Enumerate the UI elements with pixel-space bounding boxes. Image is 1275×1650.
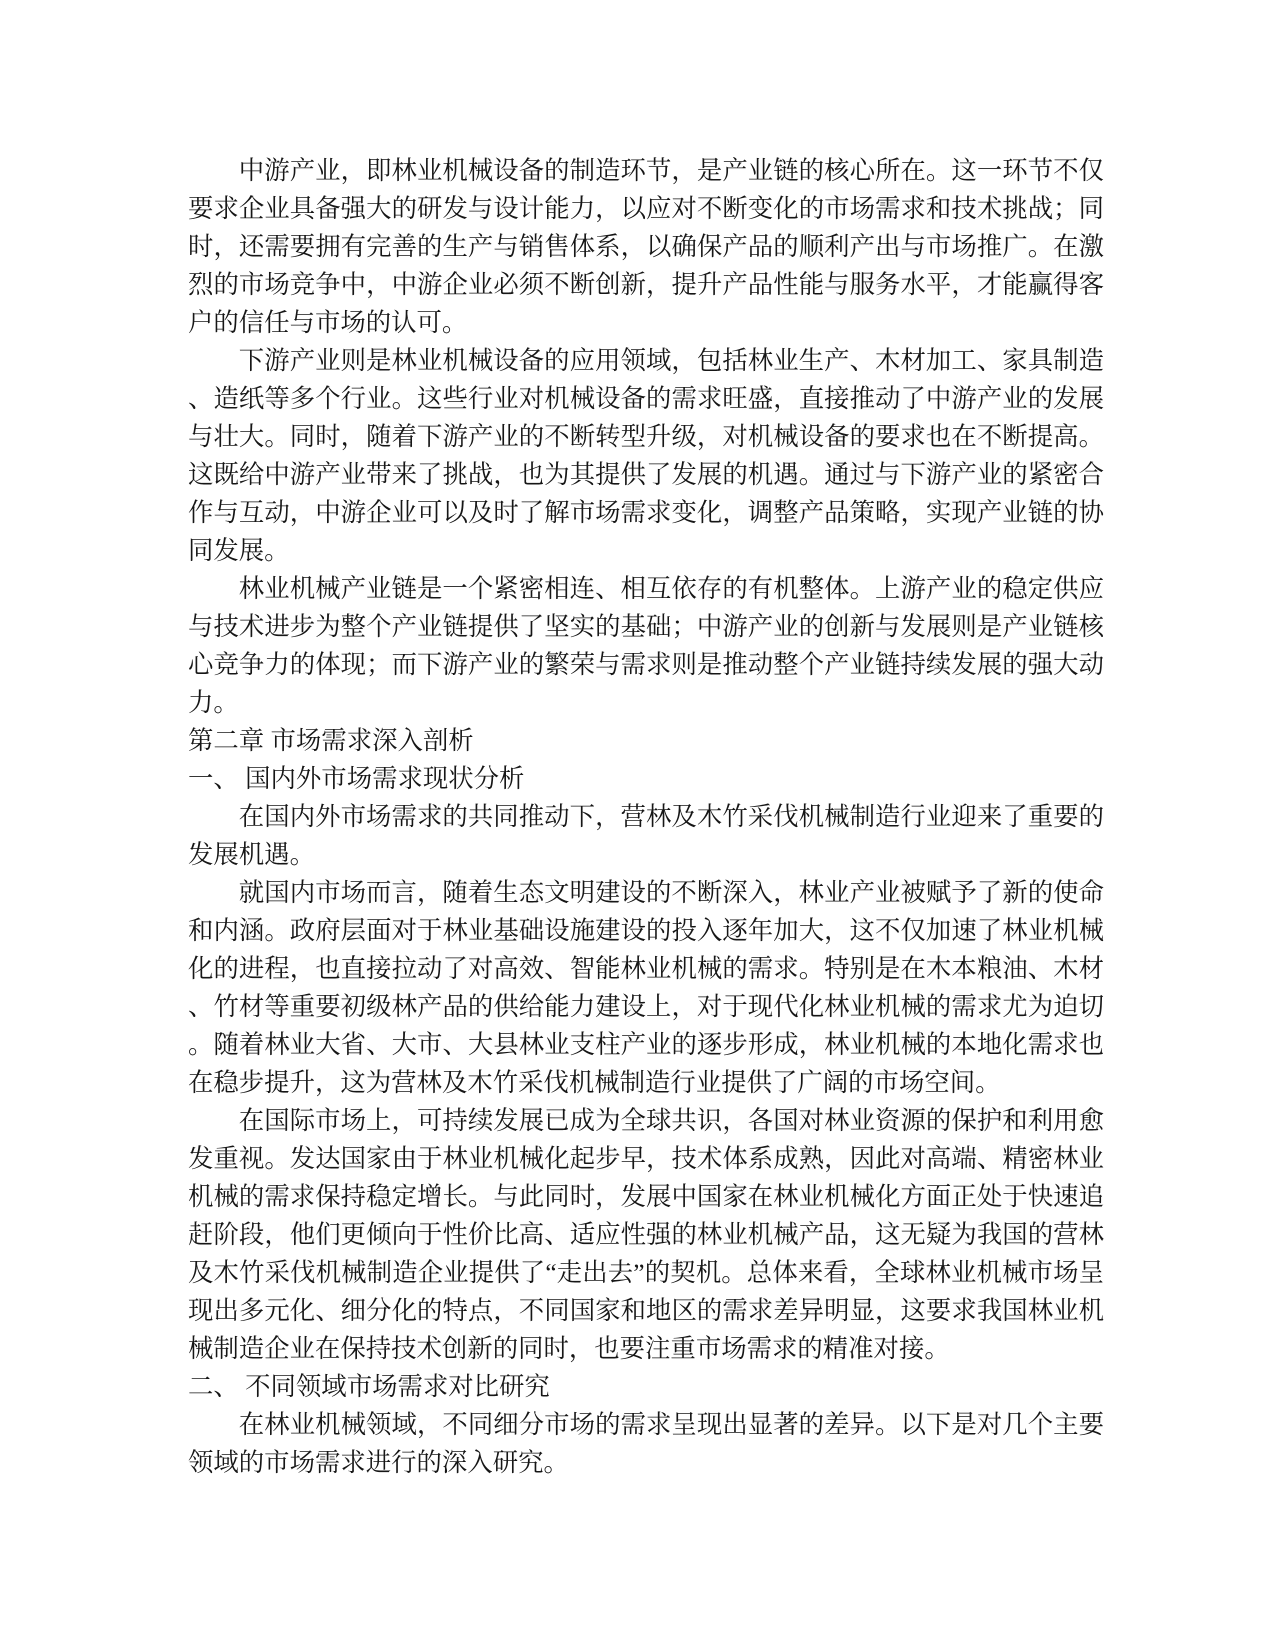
body-paragraph: 下游产业则是林业机械设备的应用领域，包括林业生产、木材加工、家具制造、造纸等多个行业。这些行业对机械设备的需求旺盛，直接推动了中游产业的发展与壮大。同时，随着下游产业的不断转型升级，对机械设备的要求也在不断提高。这既给中游产业带来了挑战，也为其提供了发展的机遇。通过与下游产业的紧密合作与互动，中游企业可以及时了解市场需求变化，调整产品策略，实现产业链的协同发展。 bbox=[188, 347, 1104, 565]
section-heading: 二、 不同领域市场需求对比研究 bbox=[188, 1373, 550, 1401]
body-paragraph: 在林业机械领域，不同细分市场的需求呈现出显著的差异。以下是对几个主要领域的市场需求进行的深入研究。 bbox=[188, 1411, 1104, 1477]
body-paragraph: 在国内外市场需求的共同推动下，营林及木竹采伐机械制造行业迎来了重要的发展机遇。 bbox=[188, 803, 1104, 869]
body-paragraph: 中游产业，即林业机械设备的制造环节，是产业链的核心所在。这一环节不仅要求企业具备强大的研发与设计能力，以应对不断变化的市场需求和技术挑战；同时，还需要拥有完善的生产与销售体系，以确保产品的顺利产出与市场推广。在激烈的市场竞争中，中游企业必须不断创新，提升产品性能与服务水平，才能赢得客户的信任与市场的认可。 bbox=[188, 157, 1104, 337]
body-paragraph: 林业机械产业链是一个紧密相连、相互依存的有机整体。上游产业的稳定供应与技术进步为整个产业链提供了坚实的基础；中游产业的创新与发展则是产业链核心竞争力的体现；而下游产业的繁荣与需求则是推动整个产业链持续发展的强大动力。 bbox=[188, 575, 1104, 717]
document-text-area bbox=[188, 152, 1104, 1482]
chapter-heading: 第二章 市场需求深入剖析 bbox=[188, 727, 474, 755]
body-paragraph: 就国内市场而言，随着生态文明建设的不断深入，林业产业被赋予了新的使命和内涵。政府层面对于林业基础设施建设的投入逐年加大，这不仅加速了林业机械化的进程，也直接拉动了对高效、智能林业机械的需求。特别是在木本粮油、木材、竹材等重要初级林产品的供给能力建设上，对于现代化林业机械的需求尤为迫切。随着林业大省、大市、大县林业支柱产业的逐步形成，林业机械的本地化需求也在稳步提升，这为营林及木竹采伐机械制造行业提供了广阔的市场空间。 bbox=[188, 879, 1104, 1097]
section-heading: 一、 国内外市场需求现状分析 bbox=[188, 765, 525, 793]
body-paragraph: 在国际市场上，可持续发展已成为全球共识，各国对林业资源的保护和利用愈发重视。发达国家由于林业机械化起步早，技术体系成熟，因此对高端、精密林业机械的需求保持稳定增长。与此同时，发展中国家在林业机械化方面正处于快速追赶阶段，他们更倾向于性价比高、适应性强的林业机械产品，这无疑为我国的营林及木竹采伐机械制造企业提供了“走出去”的契机。总体来看，全球林业机械市场呈现出多元化、细分化的特点，不同国家和地区的需求差异明显，这要求我国林业机械制造企业在保持技术创新的同时，也要注重市场需求的精准对接。 bbox=[188, 1107, 1104, 1363]
